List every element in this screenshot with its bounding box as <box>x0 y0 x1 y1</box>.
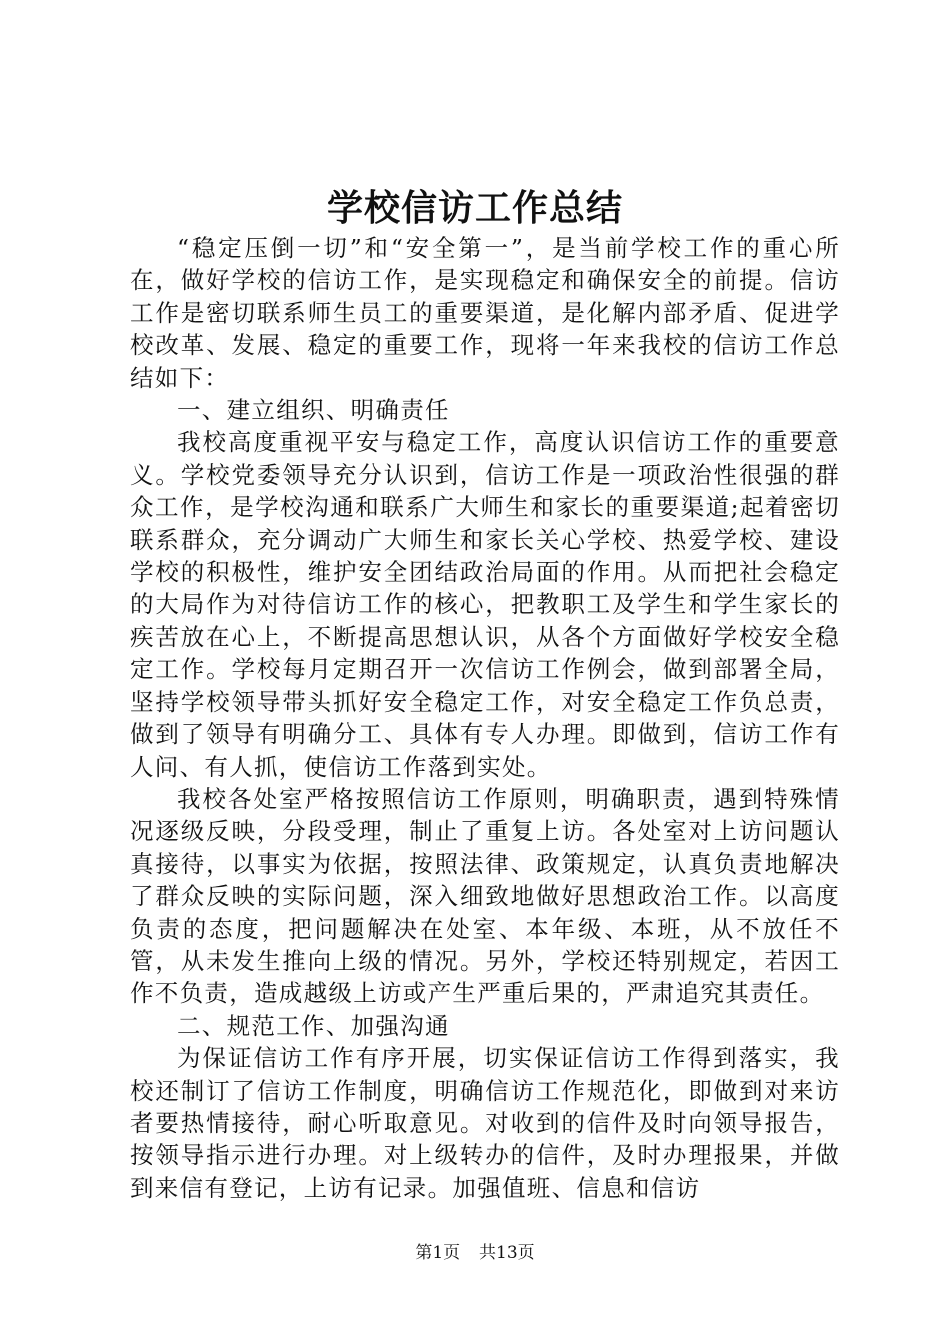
document-body <box>130 232 840 1204</box>
body-paragraph: 我校高度重视平安与稳定工作，高度认识信访工作的重要意义。学校党委领导充分认识到，信访工作是一项政治性很强的群众工作，是学校沟通和联系广大师生和家长的重要渠道;起着密切联系群众，充分调动广大师生和家长关心学校、热爱学校、建设学校的积极性，维护安全团结政治局面的作用。从而把社会稳定的大局作为对待信访工作的核心，把教职工及学生和学生家长的疾苦放在心上，不断提高思想认识，从各个方面做好学校安全稳定工作。学校每月定期召开一次信访工作例会，做到部署全局，坚持学校领导带头抓好安全稳定工作，对安全稳定工作负总责，做到了领导有明确分工、具体有专人办理。即做到，信访工作有人问、有人抓，使信访工作落到实处。 <box>130 428 840 781</box>
document-title: 学校信访工作总结 <box>326 187 623 229</box>
page-footer <box>0 1241 950 1265</box>
section-heading-2: 二、规范工作、加强沟通 <box>177 1011 450 1040</box>
intro-paragraph: “稳定压倒一切”和“安全第一”，是当前学校工作的重心所在，做好学校的信访工作，是实现稳定和确保安全的前提。信访工作是密切联系师生员工的重要渠道，是化解内部矛盾、促进学校改革、发展、稳定的重要工作，现将一年来我校的信访工作总结如下： <box>130 234 840 392</box>
section-heading-1: 一、建立组织、明确责任 <box>177 396 450 425</box>
page-total: 共13页 <box>479 1243 535 1263</box>
body-paragraph: 为保证信访工作有序开展，切实保证信访工作得到落实，我校还制订了信访工作制度，明确信访工作规范化，即做到对来访者要热情接待，耐心听取意见。对收到的信件及时向领导报告，按领导指示进行办理。对上级转办的信件，及时办理报果，并做到来信有登记，上访有记录。加强值班、信息和信访 <box>130 1044 840 1202</box>
body-paragraph: 我校各处室严格按照信访工作原则，明确职责，遇到特殊情况逐级反映，分段受理，制止了重复上访。各处室对上访问题认真接待，以事实为依据，按照法律、政策规定，认真负责地解决了群众反映的实际问题，深入细致地做好思想政治工作。以高度负责的态度，把问题解决在处室、本年级、本班，从不放任不管，从未发生推向上级的情况。另外，学校还特别规定，若因工作不负责，造成越级上访或产生严重后果的，严肃追究其责任。 <box>130 784 840 1008</box>
page-number: 第1页 <box>415 1243 461 1263</box>
